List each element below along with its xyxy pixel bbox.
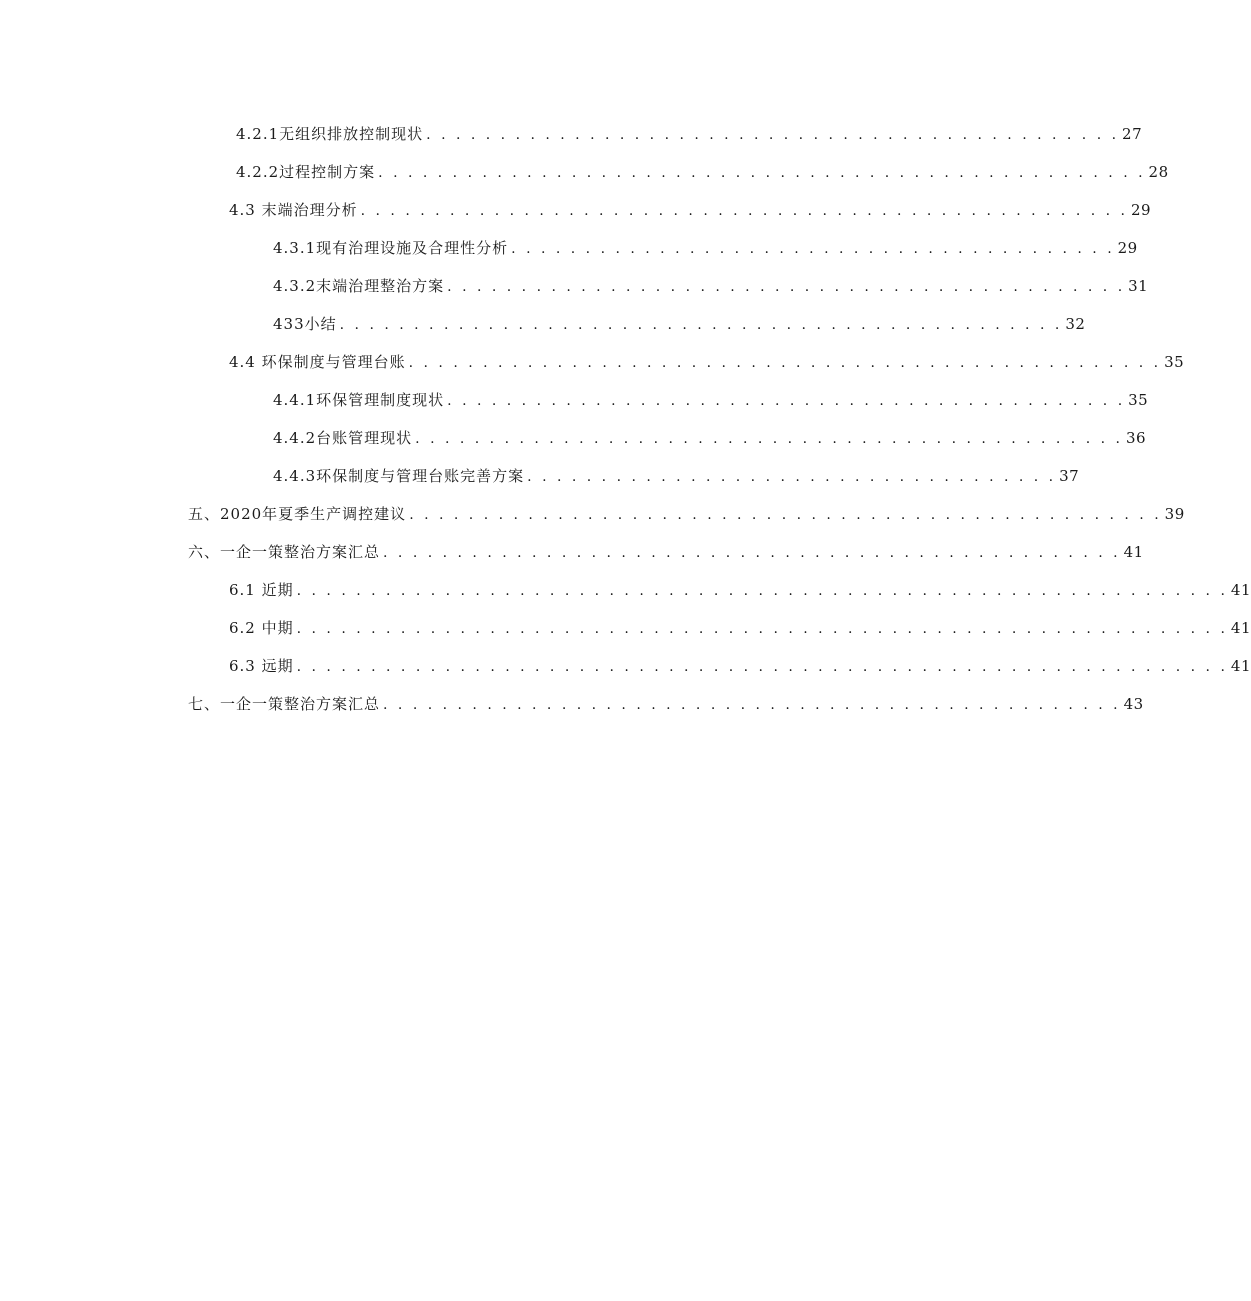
toc-entry-4-2-1[interactable] xyxy=(236,122,1143,146)
toc-entry-label: 4.4.2台账管理现状 xyxy=(273,429,413,447)
toc-entry-4-3-1[interactable] xyxy=(273,236,1138,260)
toc-entry-4-4-3[interactable] xyxy=(273,464,1080,488)
toc-entry-page: 41 xyxy=(1230,581,1251,599)
toc-entry-chapter-5[interactable] xyxy=(188,502,1185,526)
toc-entry-label: 4.3 末端治理分析 xyxy=(229,201,358,219)
toc-entry-page: 39 xyxy=(1164,505,1185,523)
toc-leader-dots: . . . . . . . . . . . . . . . . . . . . . . . . . . . . . . . . . . . . . . . . . . . . . . . . . . . . . . . . . . . . . . . xyxy=(296,583,1228,599)
toc-entry-4-3-3[interactable] xyxy=(273,312,1086,336)
toc-entry-page: 29 xyxy=(1131,201,1152,219)
toc-entry-label: 4.3.1现有治理设施及合理性分析 xyxy=(273,239,509,257)
toc-entry-6-3[interactable] xyxy=(229,654,1251,678)
toc-entry-page: 31 xyxy=(1128,277,1149,295)
toc-entry-6-1[interactable] xyxy=(229,578,1251,602)
toc-entry-label: 4.4 环保制度与管理台账 xyxy=(229,353,406,371)
toc-entry-label: 433小结 xyxy=(273,315,337,333)
toc-entry-4-4[interactable] xyxy=(229,350,1185,374)
toc-entry-label: 六、一企一策整治方案汇总 xyxy=(188,543,381,561)
toc-entry-page: 28 xyxy=(1148,163,1169,181)
toc-entry-label: 4.2.2过程控制方案 xyxy=(236,163,376,181)
toc-entry-page: 32 xyxy=(1065,315,1086,333)
toc-leader-dots: . . . . . . . . . . . . . . . . . . . . . . . . . . . . . . . . . . . . . . . . . . . . . . . xyxy=(426,127,1120,143)
toc-leader-dots: . . . . . . . . . . . . . . . . . . . . . . . . . . . . . . . . . . . . . . . . . . . . . . . . xyxy=(415,431,1123,447)
toc-entry-4-3-2[interactable] xyxy=(273,274,1149,298)
toc-entry-label: 6.1 近期 xyxy=(229,581,294,599)
toc-entry-label: 4.4.1环保管理制度现状 xyxy=(273,391,445,409)
toc-leader-dots: . . . . . . . . . . . . . . . . . . . . . . . . . . . . . . . . . . . . . . . . . . . . . . . . . xyxy=(339,317,1063,333)
toc-entry-4-4-2[interactable] xyxy=(273,426,1147,450)
toc-entry-chapter-7[interactable] xyxy=(188,692,1144,716)
toc-leader-dots: . . . . . . . . . . . . . . . . . . . . . . . . . . . . . . . . . . . . . . . . . xyxy=(511,241,1115,257)
toc-entry-label: 五、2020年夏季生产调控建议 xyxy=(188,505,407,523)
toc-leader-dots: . . . . . . . . . . . . . . . . . . . . . . . . . . . . . . . . . . . . . . . . . . . . . . . . . . . . . . . . . . . . . . . xyxy=(296,659,1228,675)
toc-leader-dots: . . . . . . . . . . . . . . . . . . . . . . . . . . . . . . . . . . . . . . . . . . . . . . . . . . . . xyxy=(360,203,1128,219)
toc-entry-chapter-6[interactable] xyxy=(188,540,1144,564)
toc-entry-6-2[interactable] xyxy=(229,616,1251,640)
toc-entry-4-4-1[interactable] xyxy=(273,388,1149,412)
toc-entry-label: 4.3.2末端治理整治方案 xyxy=(273,277,445,295)
toc-entry-label: 4.2.1无组织排放控制现状 xyxy=(236,125,424,143)
toc-entry-4-2-2[interactable] xyxy=(236,160,1169,184)
toc-entry-label: 七、一企一策整治方案汇总 xyxy=(188,695,381,713)
toc-entry-page: 41 xyxy=(1123,543,1144,561)
toc-leader-dots: . . . . . . . . . . . . . . . . . . . . . . . . . . . . . . . . . . . . . . . . . . . . . . . . . . . xyxy=(408,355,1162,371)
toc-entry-page: 27 xyxy=(1122,125,1143,143)
toc-entry-page: 35 xyxy=(1164,353,1185,371)
toc-leader-dots: . . . . . . . . . . . . . . . . . . . . . . . . . . . . . . . . . . . . . . . . . . . . . . xyxy=(447,279,1126,295)
toc-entry-page: 43 xyxy=(1123,695,1144,713)
toc-entry-page: 35 xyxy=(1128,391,1149,409)
toc-leader-dots: . . . . . . . . . . . . . . . . . . . . . . . . . . . . . . . . . . . . . . . . . . . . . . . . . . xyxy=(383,545,1121,561)
toc-entry-page: 41 xyxy=(1230,657,1251,675)
toc-entry-page: 29 xyxy=(1117,239,1138,257)
toc-entry-page: 41 xyxy=(1230,619,1251,637)
toc-entry-label: 6.2 中期 xyxy=(229,619,294,637)
toc-leader-dots: . . . . . . . . . . . . . . . . . . . . . . . . . . . . . . . . . . . . . . . . . . . . . . . . . . xyxy=(383,697,1121,713)
toc-leader-dots: . . . . . . . . . . . . . . . . . . . . . . . . . . . . . . . . . . . . . . . . . . . . . . xyxy=(447,393,1126,409)
toc-entry-4-3[interactable] xyxy=(229,198,1152,222)
toc-entry-label: 4.4.3环保制度与管理台账完善方案 xyxy=(273,467,525,485)
toc-leader-dots: . . . . . . . . . . . . . . . . . . . . . . . . . . . . . . . . . . . . xyxy=(527,469,1057,485)
toc-leader-dots: . . . . . . . . . . . . . . . . . . . . . . . . . . . . . . . . . . . . . . . . . . . . . . . . . . . xyxy=(409,507,1162,523)
toc-entry-page: 36 xyxy=(1125,429,1147,447)
toc-entry-page: 37 xyxy=(1059,467,1080,485)
toc-entry-label: 6.3 远期 xyxy=(229,657,294,675)
toc-leader-dots: . . . . . . . . . . . . . . . . . . . . . . . . . . . . . . . . . . . . . . . . . . . . . . . . . . . . . . . . . . . . . . . xyxy=(296,621,1228,637)
toc-leader-dots: . . . . . . . . . . . . . . . . . . . . . . . . . . . . . . . . . . . . . . . . . . . . . . . . . . . . xyxy=(378,165,1146,181)
